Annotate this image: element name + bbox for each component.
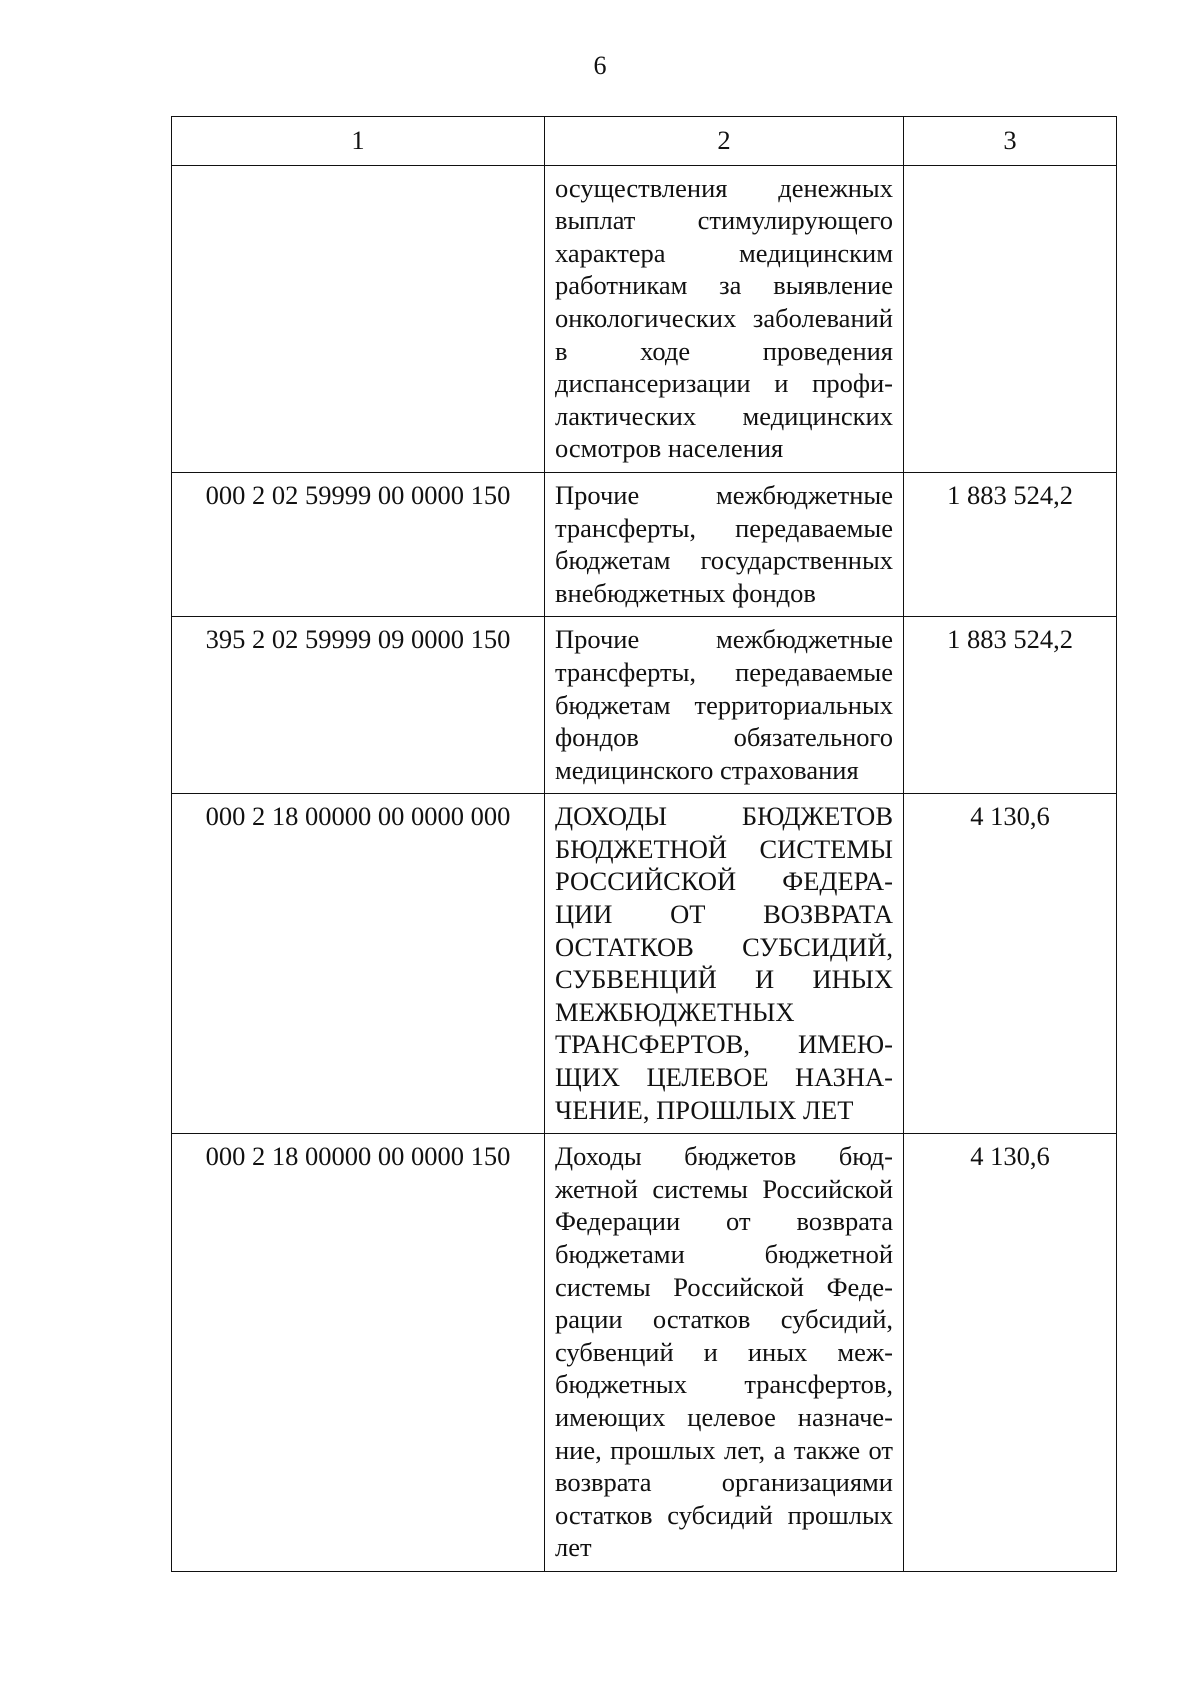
- row-code: 000 2 18 00000 00 0000 150: [172, 1134, 545, 1572]
- column-header-code: 1: [172, 117, 545, 166]
- row-code: 395 2 02 59999 09 0000 150: [172, 617, 545, 794]
- row-amount: 1 883 524,2: [904, 617, 1117, 794]
- budget-revenue-table: [171, 116, 1117, 1572]
- row-amount: 1 883 524,2: [904, 472, 1117, 616]
- row-code: [172, 165, 545, 472]
- row-amount: 4 130,6: [904, 1134, 1117, 1572]
- table-row: [172, 165, 1117, 472]
- row-code: 000 2 02 59999 00 0000 150: [172, 472, 545, 616]
- table-row: [172, 617, 1117, 794]
- row-description: осуществления денежных выплат стимулирующего характера медицинским работникам за выявление онкологических заболеваний в ходе проведения диспансеризации и профилактических медицинских осмотров населения: [545, 165, 904, 472]
- row-description: Прочие межбюджетные трансферты, передаваемые бюджетам государственных внебюджетных фондов: [545, 472, 904, 616]
- table-row: [172, 794, 1117, 1134]
- table-header-row: [172, 117, 1117, 166]
- row-code: 000 2 18 00000 00 0000 000: [172, 794, 545, 1134]
- row-description: Доходы бюджетов бюджетной системы Российской Федерации от возврата бюджетами бюджетной системы Российской Федерации остатков субсидий, субвенций и иных межбюджетных трансфертов, имеющих целевое назначение, прошлых лет, а также от возврата организациями остатков субсидий прошлых лет: [545, 1134, 904, 1572]
- row-amount: [904, 165, 1117, 472]
- row-amount: 4 130,6: [904, 794, 1117, 1134]
- row-description: ДОХОДЫ БЮДЖЕТОВ БЮДЖЕТНОЙ СИСТЕМЫ РОССИЙСКОЙ ФЕДЕРАЦИИ ОТ ВОЗВРАТА ОСТАТКОВ СУБСИДИЙ, СУБВЕНЦИЙ И ИНЫХ МЕЖБЮДЖЕТНЫХ ТРАНСФЕРТОВ, ИМЕЮЩИХ ЦЕЛЕВОЕ НАЗНАЧЕНИЕ, ПРОШЛЫХ ЛЕТ: [545, 794, 904, 1134]
- column-header-description: 2: [545, 117, 904, 166]
- table-row: [172, 1134, 1117, 1572]
- column-header-amount: 3: [904, 117, 1117, 166]
- row-description: Прочие межбюджетные трансферты, передаваемые бюджетам территориальных фондов обязательного медицинского страхования: [545, 617, 904, 794]
- table-row: [172, 472, 1117, 616]
- page-number: 6: [593, 51, 607, 80]
